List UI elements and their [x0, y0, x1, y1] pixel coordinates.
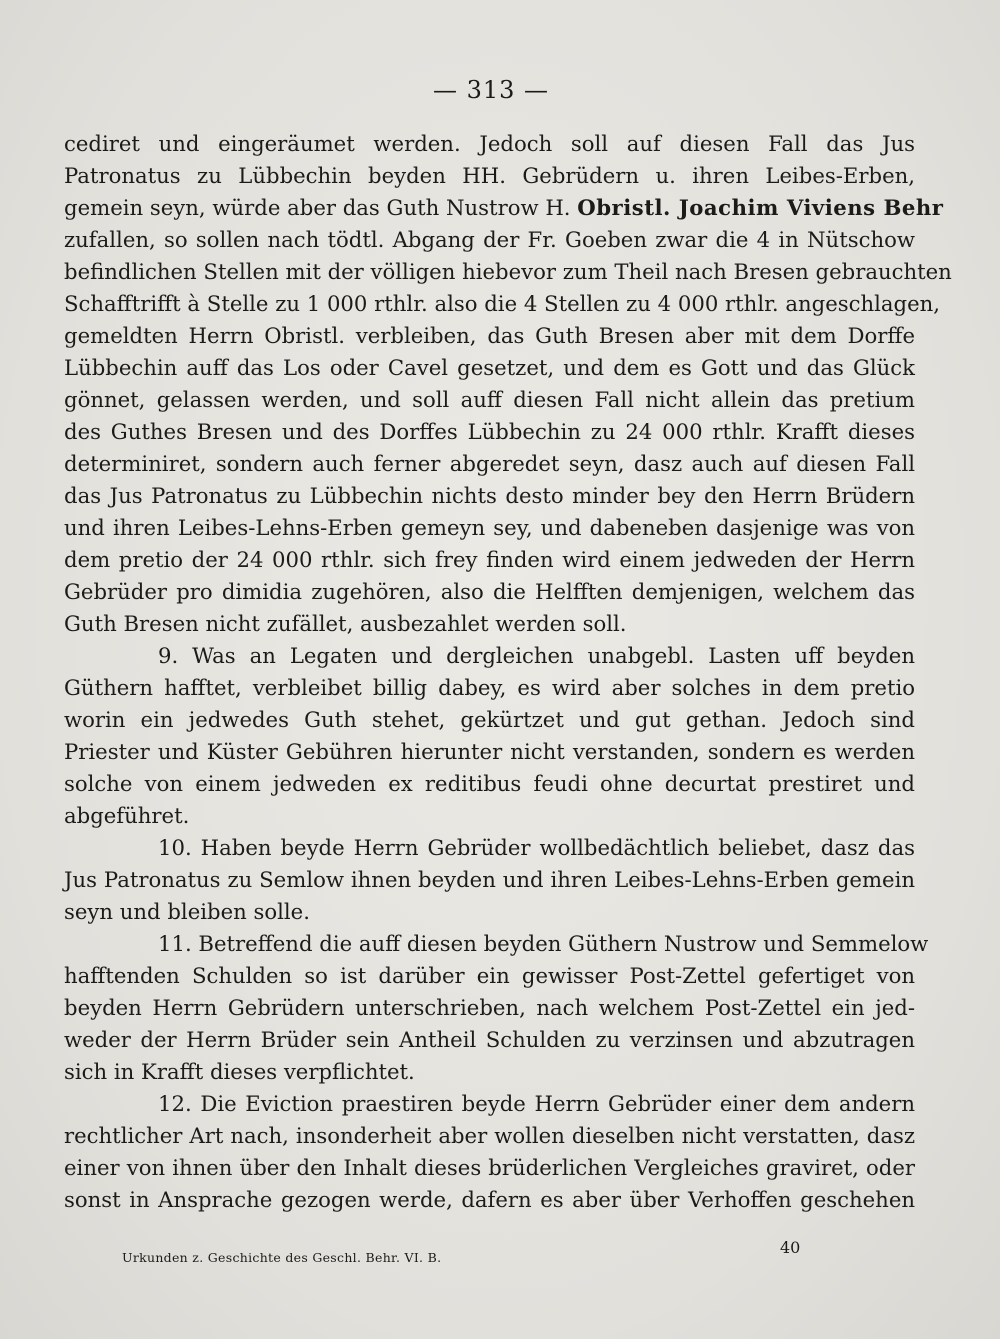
text-line: gönnet, gelassen werden, und soll auff diesen Fall nicht allein das pretium	[64, 387, 915, 412]
text-line: 10. Haben beyde Herrn Gebrüder wollbedächtlich beliebet, dasz das	[158, 835, 915, 860]
text-line: rechtlicher Art nach, insonderheit aber wollen dieselben nicht verstatten, dasz	[64, 1123, 915, 1148]
text-fragment: gemein seyn, würde aber das Guth Nustrow H.	[64, 195, 578, 220]
text-line: zufallen, so sollen nach tödtl. Abgang der Fr. Goeben zwar die 4 in Nütschow	[64, 227, 915, 252]
text-line: des Guthes Bresen und des Dorffes Lübbechin zu 24 000 rthlr. Krafft dieses	[64, 419, 915, 444]
text-line: cediret und eingeräumet werden. Jedoch soll auf diesen Fall das Jus	[64, 131, 915, 156]
text-line: Lübbechin auff das Los oder Cavel gesetzet, und dem es Gott und das Glück	[64, 355, 915, 380]
text-line: worin ein jedwedes Guth stehet, gekürtzet und gut gethan. Jedoch sind	[64, 707, 915, 732]
text-line: 11. Betreffend die auff diesen beyden Güthern Nustrow und Semmelow	[158, 931, 929, 956]
text-line: und ihren Leibes-Lehns-Erben gemeyn sey, und dabeneben dasjenige was von	[64, 515, 915, 540]
sheet-number: 40	[780, 1238, 801, 1257]
text-line: abgeführet.	[64, 803, 190, 828]
text-line: einer von ihnen über den Inhalt dieses brüderlichen Vergleiches graviret, oder	[64, 1155, 915, 1180]
text-line: 9. Was an Legaten und dergleichen unabgebl. Lasten uff beyden	[158, 643, 915, 668]
text-line: 12. Die Eviction praestiren beyde Herrn Gebrüder einer dem andern	[158, 1091, 915, 1116]
footer-source: Urkunden z. Geschichte des Geschl. Behr. VI. B.	[122, 1250, 442, 1265]
bold-name: Obristl. Joachim Viviens Behr	[577, 195, 944, 220]
text-line: Schafftrifft à Stelle zu 1 000 rthlr. also die 4 Stellen zu 4 000 rthlr. angeschlagen,	[64, 291, 941, 316]
text-line: beyden Herrn Gebrüdern unterschrieben, nach welchem Post-Zettel ein jed-	[64, 995, 915, 1020]
text-line: befindlichen Stellen mit der völligen hiebevor zum Theil nach Bresen gebrauchten	[64, 259, 952, 284]
body-text	[64, 128, 952, 1216]
text-line: Jus Patronatus zu Semlow ihnen beyden und ihren Leibes-Lehns-Erben gemein	[64, 867, 915, 892]
text-line: gemeldten Herrn Obristl. verbleiben, das Guth Bresen aber mit dem Dorffe	[64, 323, 915, 348]
text-line: hafftenden Schulden so ist darüber ein gewisser Post-Zettel gefertiget von	[64, 963, 915, 988]
text-line: weder der Herrn Brüder sein Antheil Schulden zu verzinsen und abzutragen	[64, 1027, 915, 1052]
text-line: Gebrüder pro dimidia zugehören, also die Helfften demjenigen, welchem das	[64, 579, 915, 604]
text-line: seyn und bleiben solle.	[64, 899, 310, 924]
text-line: sich in Krafft dieses verpflichtet.	[64, 1059, 415, 1084]
text-line: dem pretio der 24 000 rthlr. sich frey finden wird einem jedweden der Herrn	[64, 547, 915, 572]
text-line: solche von einem jedweden ex reditibus feudi ohne decurtat prestiret und	[64, 771, 915, 796]
text-line: Güthern hafftet, verbleibet billig dabey, es wird aber solches in dem pretio	[64, 675, 915, 700]
text-line: sonst in Ansprache gezogen werde, dafern es aber über Verhoffen geschehen	[64, 1187, 915, 1212]
page-number: — 313 —	[432, 76, 550, 104]
text-line: Guth Bresen nicht zufället, ausbezahlet werden soll.	[64, 611, 627, 636]
text-line: Patronatus zu Lübbechin beyden HH. Gebrüdern u. ihren Leibes-Erben,	[64, 163, 915, 188]
text-line: Priester und Küster Gebühren hierunter nicht verstanden, sondern es werden	[64, 739, 915, 764]
text-line	[64, 192, 944, 224]
text-line: determiniret, sondern auch ferner abgeredet seyn, dasz auch auf diesen Fall	[64, 451, 915, 476]
text-line: das Jus Patronatus zu Lübbechin nichts desto minder bey den Herrn Brüdern	[64, 483, 915, 508]
